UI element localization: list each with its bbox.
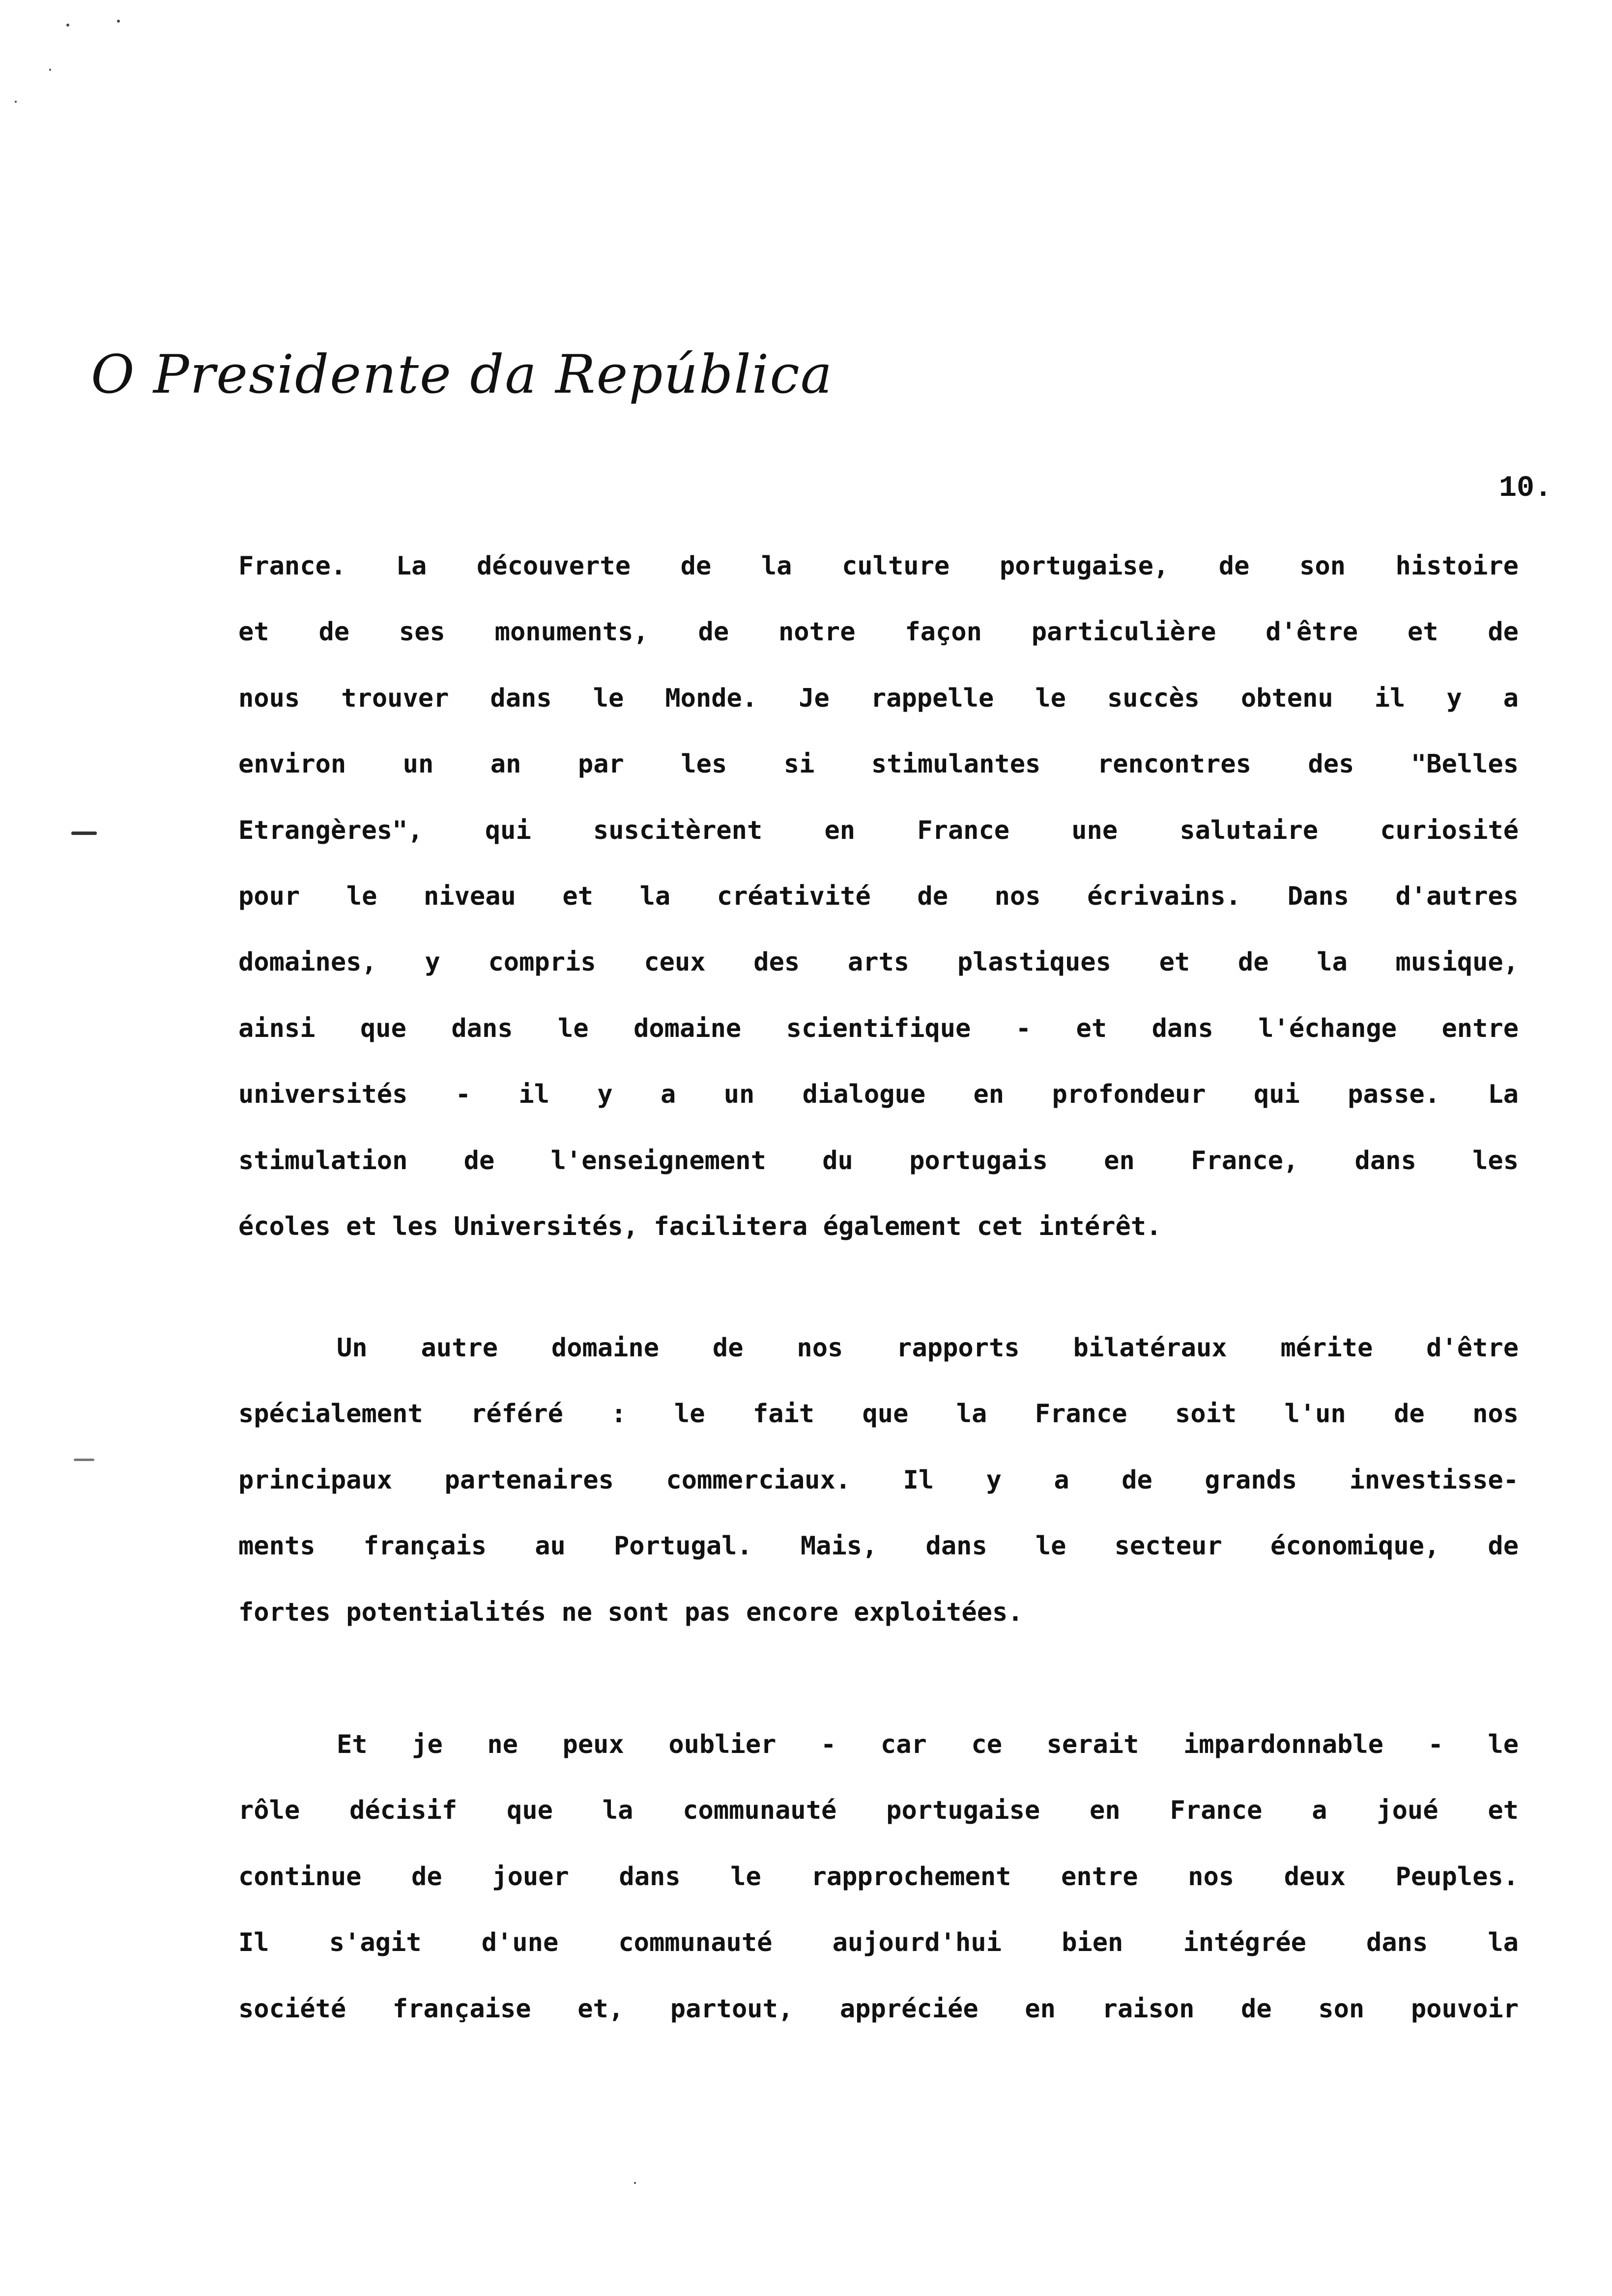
scan-speck bbox=[66, 24, 69, 27]
margin-mark bbox=[74, 1459, 94, 1461]
margin-mark bbox=[71, 832, 97, 835]
scan-speck bbox=[117, 20, 120, 23]
text-line: domaines, y compris ceux des arts plastiques et de la musique, bbox=[238, 947, 1519, 977]
text-line: rôle décisif que la communauté portugaise en France a joué et bbox=[238, 1796, 1519, 1826]
text-line: ments français au Portugal. Mais, dans le secteur économique, de bbox=[238, 1531, 1519, 1561]
text-line: société française et, partout, appréciée en raison de son pouvoir bbox=[238, 1994, 1519, 2024]
text-line: continue de jouer dans le rapprochement entre nos deux Peuples. bbox=[238, 1862, 1519, 1892]
text-line: écoles et les Universités, facilitera également cet intérêt. bbox=[238, 1211, 1162, 1241]
text-line: environ un an par les si stimulantes rencontres des "Belles bbox=[238, 749, 1519, 779]
text-line: spécialement référé : le fait que la France soit l'un de nos bbox=[238, 1399, 1519, 1429]
text-line: Un autre domaine de nos rapports bilatéraux mérite d'être bbox=[337, 1333, 1519, 1363]
text-line: France. La découverte de la culture portugaise, de son histoire bbox=[238, 551, 1519, 581]
body-paragraph bbox=[238, 533, 1519, 1260]
scan-speck bbox=[49, 69, 51, 71]
text-line: pour le niveau et la créativité de nos écrivains. Dans d'autres bbox=[238, 881, 1519, 911]
letterhead-title: O Presidente da República bbox=[91, 344, 834, 405]
text-line: Etrangères", qui suscitèrent en France une salutaire curiosité bbox=[238, 815, 1519, 845]
text-line: fortes potentialités ne sont pas encore exploitées. bbox=[238, 1597, 1023, 1627]
text-line: principaux partenaires commerciaux. Il y a de grands investisse- bbox=[238, 1465, 1519, 1495]
text-line: et de ses monuments, de notre façon particulière d'être et de bbox=[238, 617, 1519, 647]
scan-speck bbox=[634, 2182, 636, 2184]
text-line: universités - il y a un dialogue en profondeur qui passe. La bbox=[238, 1080, 1519, 1110]
body-paragraph bbox=[238, 1712, 1519, 2042]
page-number: 10. bbox=[1499, 472, 1553, 505]
text-line: stimulation de l'enseignement du portugais en France, dans les bbox=[238, 1146, 1519, 1176]
body-paragraph bbox=[238, 1315, 1519, 1645]
text-line: Il s'agit d'une communauté aujourd'hui bien intégrée dans la bbox=[238, 1928, 1519, 1958]
scan-speck bbox=[15, 101, 17, 103]
text-line: Et je ne peux oublier - car ce serait impardonnable - le bbox=[337, 1730, 1519, 1759]
text-line: ainsi que dans le domaine scientifique - et dans l'échange entre bbox=[238, 1013, 1519, 1043]
text-line: nous trouver dans le Monde. Je rappelle le succès obtenu il y a bbox=[238, 683, 1519, 713]
